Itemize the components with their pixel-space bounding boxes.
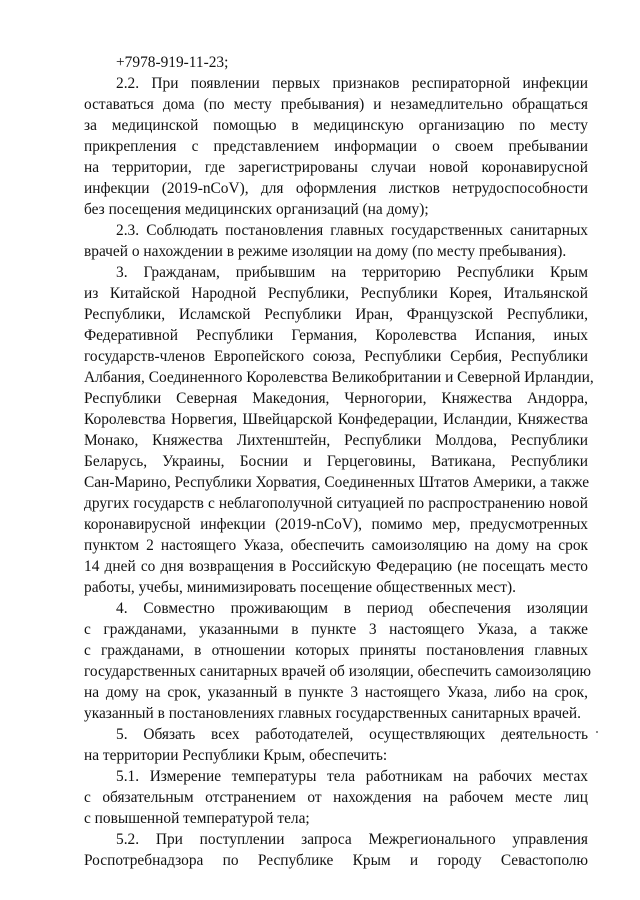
text-line: инфекции (2019-nCoV), для оформления листков нетрудоспособности xyxy=(84,180,588,197)
text-line: указанный в постановлениях главных государственных санитарных врачей. xyxy=(84,705,581,722)
paragraph-2-3 xyxy=(84,220,588,262)
text-line: Беларусь, Украины, Боснии и Герцеговины, Ватикана, Республики xyxy=(84,453,588,470)
text-line: на территории, где зарегистрированы случаи новой коронавирусной xyxy=(84,159,588,176)
text-line: Албания, Соединенного Королевства Великобритании и Северной Ирландии, xyxy=(84,369,594,386)
text-line: врачей о нахождении в режиме изоляции на дому (по месту пребывания). xyxy=(84,243,567,260)
text-line: Роспотребнадзора по Республике Крым и городу Севастополю xyxy=(84,852,588,869)
text-line: 5. Обязать всех работодателей, осуществляющих деятельность xyxy=(116,726,588,743)
text-line: за медицинской помощью в медицинскую организацию по месту xyxy=(84,117,588,134)
text-line: государств-членов Европейского союза, Республики Сербия, Республики xyxy=(84,348,588,365)
text-line: Республики Северная Македония, Черногории, Княжества Андорра, xyxy=(84,390,588,407)
paragraph-5-2 xyxy=(84,829,588,871)
text-line: 14 дней со дня возвращения в Российскую Федерацию (не посещать место xyxy=(84,558,588,575)
text-line: Сан-Марино, Республики Хорватия, Соединенных Штатов Америки, а также xyxy=(84,474,590,491)
text-line: с гражданами, указанными в пункте 3 настоящего Указа, а также xyxy=(84,621,588,638)
text-line: работы, учебы, минимизировать посещение общественных мест). xyxy=(84,579,516,596)
text-line: 4. Совместно проживающим в период обеспечения изоляции xyxy=(116,600,588,617)
text-line: прикрепления с представлением информации о своем пребывании xyxy=(84,138,588,155)
text-line: пунктом 2 настоящего Указа, обеспечить самоизоляцию на дому на срок xyxy=(84,537,588,554)
paragraph-4 xyxy=(84,598,591,724)
paragraph-2-2 xyxy=(84,73,588,220)
text-line: с обязательным отстранением от нахождения на рабочем месте лиц xyxy=(84,789,588,806)
text-line: без посещения медицинских организаций (на дому); xyxy=(84,201,429,218)
text-line: 5.1. Измерение температуры тела работникам на рабочих местах xyxy=(116,768,588,785)
text-line: государственных санитарных врачей об изоляции, обеспечить самоизоляцию xyxy=(84,663,591,680)
text-line: 2.3. Соблюдать постановления главных государственных санитарных xyxy=(116,222,588,239)
text-line: на территории Республики Крым, обеспечить: xyxy=(84,747,388,764)
text-line: +7978-919-11-23; xyxy=(116,54,229,71)
text-line: Республики, Исламской Республики Иран, Французской Республики, xyxy=(84,306,588,323)
text-line: 3. Гражданам, прибывшим на территорию Республики Крым xyxy=(116,264,588,281)
text-line: 5.2. При поступлении запроса Межрегионального управления xyxy=(116,831,588,848)
text-line: на дому на срок, указанный в пункте 3 настоящего Указа, либо на срок, xyxy=(84,684,588,701)
scan-speck xyxy=(596,731,598,733)
document-page xyxy=(84,52,594,871)
text-line: Федеративной Республики Германия, Королевства Испания, иных xyxy=(84,327,588,344)
text-line: из Китайской Народной Республики, Республики Корея, Итальянской xyxy=(84,285,588,302)
paragraph-phone xyxy=(84,52,588,73)
text-line: с гражданами, в отношении которых приняты постановления главных xyxy=(84,642,588,659)
text-line: коронавирусной инфекции (2019-nCoV), помимо мер, предусмотренных xyxy=(84,516,588,533)
paragraph-3 xyxy=(84,262,594,598)
paragraph-5-1 xyxy=(84,766,588,829)
text-line: 2.2. При появлении первых признаков респираторной инфекции xyxy=(116,75,588,92)
text-line: с повышенной температурой тела; xyxy=(84,810,310,827)
text-line: Королевства Норвегия, Швейцарской Конфедерации, Исландии, Княжества xyxy=(84,411,588,428)
paragraph-5 xyxy=(84,724,588,766)
text-line: оставаться дома (по месту пребывания) и незамедлительно обращаться xyxy=(84,96,588,113)
text-line: других государств с неблагополучной ситуацией по распространению новой xyxy=(84,495,588,512)
text-line: Монако, Княжества Лихтенштейн, Республики Молдова, Республики xyxy=(84,432,588,449)
